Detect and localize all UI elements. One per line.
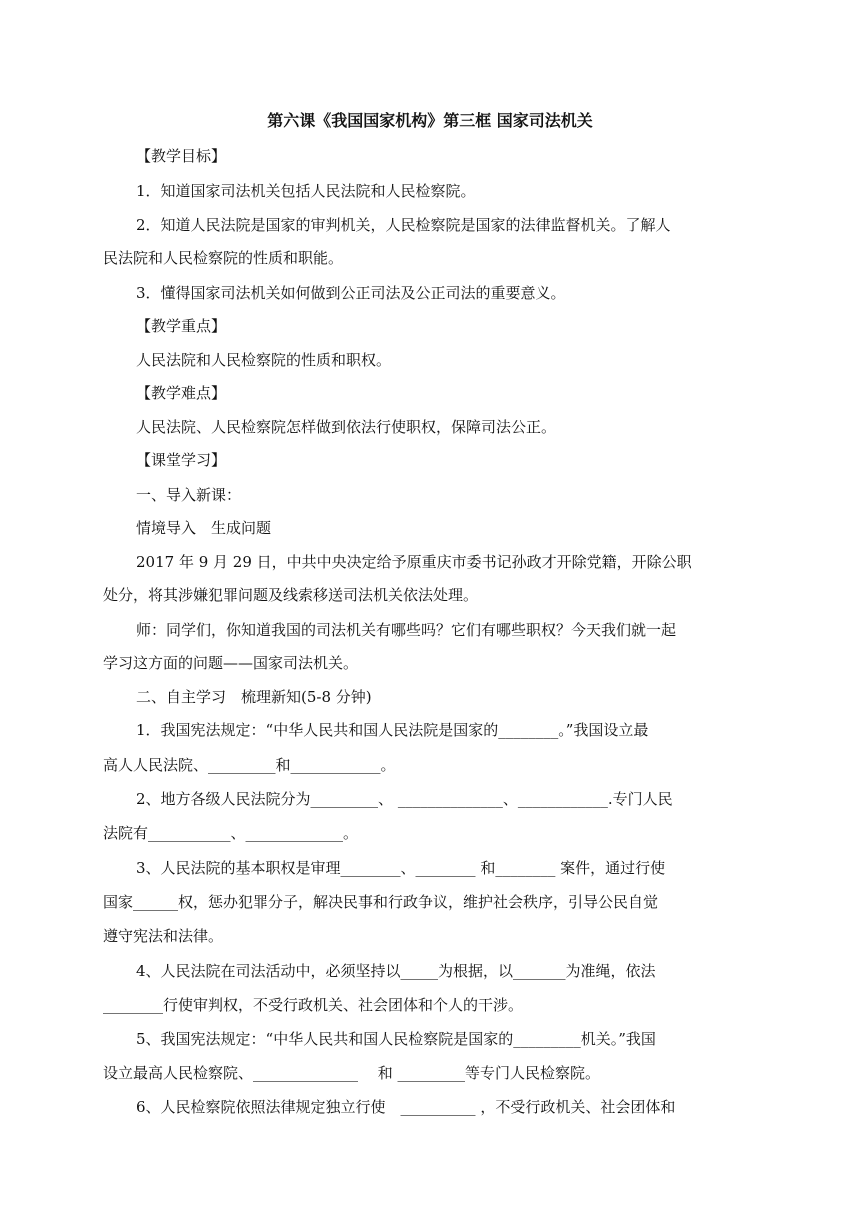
question-6-line-1: 6、人民检察院依照法律规定独立行使 __________ ，不受行政机关、社会团体和 [136, 1098, 676, 1116]
news-line-1: 2017 年 9 月 29 日，中共中央决定给予原重庆市委书记孙政才开除党籍，开除公职 [136, 553, 692, 571]
question-4-line-1: 4、人民法院在司法活动中，必须坚持以_____为根据，以_______为准绳，依法 [136, 962, 656, 980]
section-intro: 一、导入新课： [136, 486, 242, 504]
key-points-text: 人民法院和人民检察院的性质和职权。 [136, 351, 392, 369]
heading-teaching-goals: 【教学目标】 [136, 147, 227, 165]
question-1-line-1: 1．我国宪法规定：“中华人民共和国人民法院是国家的________。”我国设立最 [136, 721, 649, 739]
teacher-line-2: 学习这方面的问题——国家司法机关。 [103, 654, 359, 672]
question-3-line-3: 遵守宪法和法律。 [103, 927, 224, 945]
heading-difficulties: 【教学难点】 [136, 384, 227, 402]
teacher-line-1: 师：同学们，你知道我国的司法机关有哪些吗？它们有哪些职权？今天我们就一起 [136, 621, 677, 639]
goal-2-line-1: 2．知道人民法院是国家的审判机关，人民检察院是国家的法律监督机关。了解人 [136, 216, 671, 234]
heading-key-points: 【教学重点】 [136, 317, 227, 335]
situation-intro: 情境导入 生成问题 [136, 519, 272, 537]
question-4-line-2: ________行使审判权，不受行政机关、社会团体和个人的干涉。 [103, 996, 524, 1014]
document-title: 第六课《我国国家机构》第三框 国家司法机关 [267, 111, 593, 130]
question-2-line-2: 法院有___________、_____________。 [103, 824, 359, 842]
question-3-line-1: 3、人民法院的基本职权是审理________、________ 和________ 案件，通过行使 [136, 859, 666, 877]
heading-classroom-learning: 【课堂学习】 [136, 451, 227, 469]
news-line-2: 处分，将其涉嫌犯罪问题及线索移送司法机关依法处理。 [103, 586, 479, 604]
goal-2-line-2: 民法院和人民检察院的性质和职能。 [103, 249, 344, 267]
difficulties-text: 人民法院、人民检察院怎样做到依法行使职权，保障司法公正。 [136, 418, 557, 436]
question-2-line-1: 2、地方各级人民法院分为_________、 ______________、____________.专门人民 [136, 790, 673, 808]
goal-3: 3．懂得国家司法机关如何做到公正司法及公正司法的重要意义。 [136, 284, 566, 302]
question-1-line-2: 高人人民法院、_________和____________。 [103, 756, 396, 774]
question-5-line-2: 设立最高人民检察院、______________ 和 _________等专门人民检察院。 [103, 1064, 601, 1082]
goal-1: 1．知道国家司法机关包括人民法院和人民检察院。 [136, 182, 476, 200]
question-3-line-2: 国家______权，惩办犯罪分子，解决民事和行政争议，维护社会秩序，引导公民自觉 [103, 893, 659, 911]
section-self-study: 二、自主学习 梳理新知(5-8 分钟) [136, 688, 372, 706]
question-5-line-1: 5、我国宪法规定：“中华人民共和国人民检察院是国家的_________机关。”我国 [136, 1030, 656, 1048]
